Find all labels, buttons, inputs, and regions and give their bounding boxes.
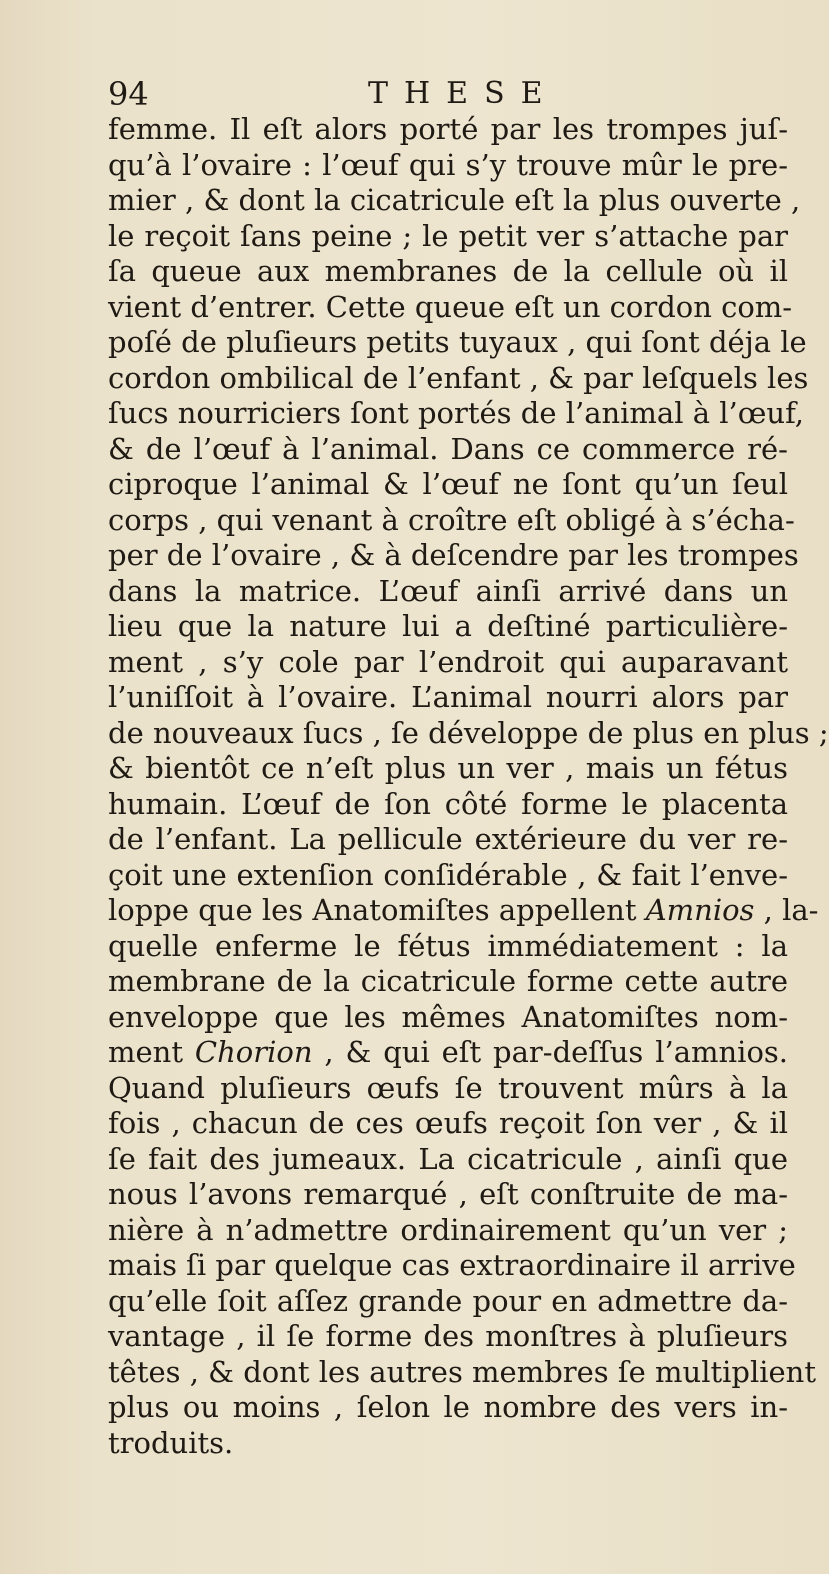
text-line: & de l’œuf à l’animal. Dans ce commerce ré- <box>108 431 788 466</box>
text-line: fois , chacun de ces œufs reçoit ſon ver , & il <box>108 1106 788 1140</box>
text-line: quelle enferme le fétus immédiatement : la <box>108 928 788 963</box>
text-line: mais ſi par quelque cas extraordinaire il arrive <box>108 1248 796 1282</box>
body-text <box>108 112 829 1461</box>
text-line: & bientôt ce n’eſt plus un ver , mais un fétus <box>108 751 788 785</box>
text-line: membrane de la cicatricule forme cette autre <box>108 964 788 998</box>
text-line: corps , qui venant à croître eſt obligé à s’écha- <box>108 502 795 537</box>
text-line: Quand pluſieurs œufs ſe trouvent mûrs à la <box>108 1070 788 1105</box>
text-line: nous l’avons remarqué , eſt conſtruite de ma- <box>108 1177 788 1211</box>
text-line: ſa queue aux membranes de la cellule où il <box>108 254 788 288</box>
italic-term: Chorion <box>194 1035 313 1069</box>
text-line: cordon ombilical de l’enfant , & par leſquels les <box>108 360 809 395</box>
text-line: humain. L’œuf de ſon côté forme le placenta <box>108 786 788 821</box>
text-line: l’uniſſoit à l’ovaire. L’animal nourri alors par <box>108 680 788 714</box>
text-line: çoit une extenſion conſidérable , & fait l’enve- <box>108 857 788 892</box>
text-line: per de l’ovaire , & à deſcendre par les trompes <box>108 538 799 572</box>
running-head: THESE <box>368 76 559 111</box>
text-line: ment Chorion , & qui eſt par-deſſus l’amnios. <box>108 1035 788 1069</box>
text-line: lieu que la nature lui a deſtiné particulière- <box>108 609 788 643</box>
text-line: vantage , il ſe forme des monſtres à pluſieurs <box>108 1319 788 1353</box>
page-number: 94 <box>108 75 149 113</box>
text-line: ment , s’y cole par l’endroit qui auparavant <box>108 644 788 679</box>
text-line: femme. Il eſt alors porté par les trompes juſ- <box>108 112 788 146</box>
text-line: de nouveaux ſucs , ſe développe de plus en plus ; <box>108 715 829 750</box>
text-line: dans la matrice. L’œuf ainſi arrivé dans un <box>108 573 788 608</box>
text-line: mier , & dont la cicatricule eſt la plus ouverte , <box>108 183 801 217</box>
text-line: de l’enfant. La pellicule extérieure du ver re- <box>108 822 788 856</box>
text-line: têtes , & dont les autres membres ſe multiplient <box>108 1354 817 1389</box>
text-line: qu’à l’ovaire : l’œuf qui s’y trouve mûr le pre- <box>108 147 788 182</box>
text-line: le reçoit ſans peine ; le petit ver s’attache par <box>108 218 788 253</box>
text-line: troduits. <box>108 1425 234 1460</box>
text-line: nière à n’admettre ordinairement qu’un ver ; <box>108 1212 788 1247</box>
text-line: plus ou moins , ſelon le nombre des vers in- <box>108 1390 788 1424</box>
text-line: poſé de pluſieurs petits tuyaux , qui ſont déja le <box>108 325 807 359</box>
page-header <box>108 72 708 116</box>
text-line: ſucs nourriciers ſont portés de l’animal à l’œuf, <box>108 396 804 430</box>
text-line: ſe fait des jumeaux. La cicatricule , ainſi que <box>108 1141 788 1176</box>
text-line: qu’elle ſoit aſſez grande pour en admettre da- <box>108 1283 788 1318</box>
italic-term: Amnios <box>645 893 755 927</box>
text-line: vient d’entrer. Cette queue eſt un cordon com- <box>108 289 793 324</box>
text-line: enveloppe que les mêmes Anatomiſtes nom- <box>108 999 788 1034</box>
text-line: loppe que les Anatomiſtes appellent Amnios , la- <box>108 893 819 927</box>
text-line: ciproque l’animal & l’œuf ne ſont qu’un ſeul <box>108 467 788 501</box>
